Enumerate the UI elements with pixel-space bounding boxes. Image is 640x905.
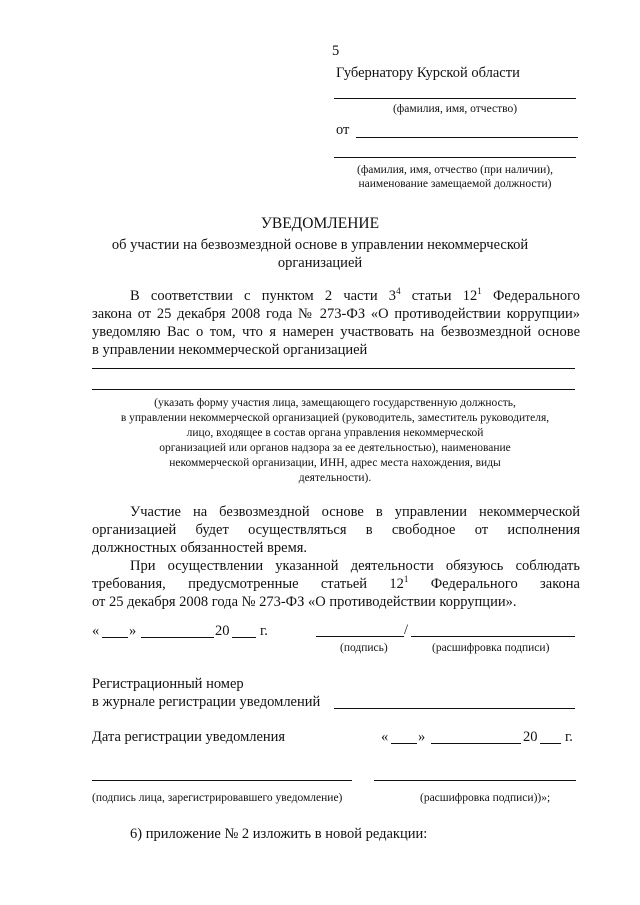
date-year-prefix: 20 [215, 623, 230, 639]
participation-caption-6: деятельности). [298, 472, 372, 484]
participation-caption-2: в управлении некоммерческой организацией (руководитель, заместитель руководителя, [120, 412, 550, 424]
registrar-caption: (подпись лица, зарегистрировавшего уведомление) [92, 792, 343, 804]
sender-caption-2: наименование замещаемой должности) [358, 178, 552, 190]
reg-date-day-field[interactable] [391, 743, 417, 744]
registrar-decode-field[interactable] [374, 780, 576, 781]
paragraph-2-line-3: должностных обязанностей время. [92, 540, 308, 556]
participation-caption-1: (указать форму участия лица, замещающего государственную должность, [154, 397, 516, 409]
from-label: от [336, 122, 350, 138]
registration-number-field[interactable] [334, 708, 575, 709]
signature-slash: / [404, 622, 409, 638]
reg-date-year-prefix: 20 [523, 729, 538, 745]
date-month-field[interactable] [141, 637, 214, 638]
participation-caption-5: некоммерческой организации, ИНН, адрес места нахождения, виды [169, 457, 501, 469]
signature-caption: (подпись) [340, 642, 388, 654]
reg-date-year-field[interactable] [540, 743, 561, 744]
sender-caption-1: (фамилия, имя, отчество (при наличии), [357, 164, 553, 176]
reg-date-quote-close: » [418, 729, 426, 745]
paragraph-2-line-2: организацией будет осуществляться в свободное от исполнения [92, 522, 580, 538]
reg-date-month-field[interactable] [431, 743, 521, 744]
page-number: 5 [332, 43, 340, 59]
sender-line[interactable] [334, 157, 576, 158]
document-subtitle-2: организацией [277, 255, 363, 271]
reg-date-quote-open: « [381, 729, 389, 745]
addressee-fio-line[interactable] [334, 98, 576, 99]
registrar-signature-field[interactable] [92, 780, 352, 781]
appendix-line: 6) приложение № 2 изложить в новой редакции: [130, 826, 428, 842]
date-quote-close: » [129, 623, 137, 639]
participation-line-1[interactable] [92, 368, 575, 369]
paragraph-1-line-1: В соответствии с пунктом 2 части $3^4$ статьи $12^1$ Федерального [130, 286, 580, 304]
paragraph-3-line-2: требования, предусмотренные статьей $12^1$ Федерального закона [92, 574, 580, 592]
participation-caption-3: лицо, входящее в состав органа управления некоммерческой [186, 427, 484, 439]
fio-caption: (фамилия, имя, отчество) [392, 103, 518, 115]
paragraph-2-line-1: Участие на безвозмездной основе в управлении некоммерческой [130, 504, 580, 520]
registration-date-label: Дата регистрации уведомления [92, 729, 286, 745]
participation-caption-4: организацией или органов надзора за ее деятельностью), наименование [159, 442, 511, 454]
document-subtitle-1: об участии на безвозмездной основе в управлении некоммерческой [111, 237, 529, 253]
signature-field[interactable] [316, 636, 404, 637]
from-line[interactable] [356, 137, 578, 138]
registration-number-label-1: Регистрационный номер [92, 676, 244, 692]
registrar-decode-caption: (расшифровка подписи))»; [420, 792, 551, 804]
signature-decode-field[interactable] [411, 636, 575, 637]
date-year-field[interactable] [232, 637, 256, 638]
paragraph-1-line-4: в управлении некоммерческой организацией [92, 342, 368, 358]
paragraph-3-line-3: от 25 декабря 2008 года № 273-ФЗ «О противодействии коррупции». [92, 594, 517, 610]
date-day-field[interactable] [102, 637, 128, 638]
date-quote-open: « [92, 623, 100, 639]
paragraph-1-line-3: уведомляю Вас о том, что я намерен участвовать на безвозмездной основе [92, 324, 580, 340]
reg-date-year-suffix: г. [565, 729, 573, 745]
document-title: УВЕДОМЛЕНИЕ [260, 215, 380, 232]
signature-decode-caption: (расшифровка подписи) [432, 642, 550, 654]
addressee: Губернатору Курской области [336, 65, 520, 81]
registration-number-label-2: в журнале регистрации уведомлений [92, 694, 321, 710]
paragraph-3-line-1: При осуществлении указанной деятельности обязуюсь соблюдать [130, 558, 580, 574]
participation-line-2[interactable] [92, 389, 575, 390]
date-year-suffix: г. [260, 623, 268, 639]
paragraph-1-line-2: закона от 25 декабря 2008 года № 273-ФЗ «О противодействии коррупции» [92, 306, 580, 322]
